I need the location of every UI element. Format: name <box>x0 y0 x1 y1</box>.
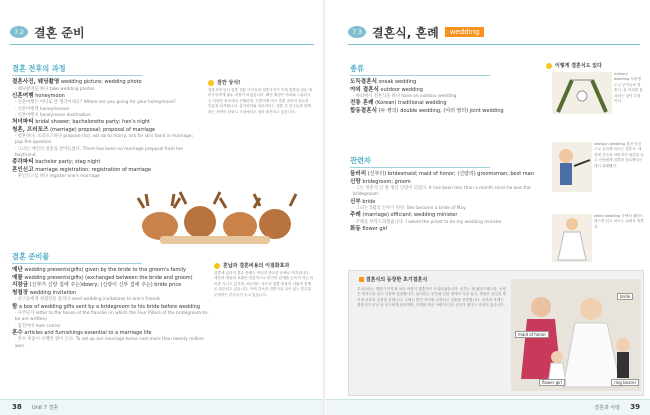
entry-definition: articles and furnishings essential to a marriage life <box>22 329 152 336</box>
entry-list-people <box>350 171 540 234</box>
note-text: 결혼식에 앞서 결혼 전통 인식들과 결혼사진이 이제 결혼을 앞둔 예비부부에게 필수 과정이 되었습니다. 웨딩 촬영은 야외와 스튜디오 등 다양한 장소에서 진행되며, 신혼여행 역시 결혼 준비의 중요한 부분을 차지합니다. 총각파티와 처녀파티는 결혼 전 친구들과 함께하는 서양의 문화로 국내에서도 점차 확산되고 있습니다. <box>208 88 313 114</box>
section-heading-process: 결혼 전후의 과정 <box>12 64 66 73</box>
moose-body <box>223 212 257 240</box>
entry-headword: 총각파티 <box>12 159 34 165</box>
section-rule <box>350 75 490 76</box>
chapter-number-badge: 7.3 <box>348 26 366 38</box>
entry-term <box>350 79 540 87</box>
entry-headword: 청첩장 <box>12 289 29 296</box>
info-box-text: 우리나라는 개화기 이후에 처음 서양식 결혼식이 도입되었습니다. 신부는 흰 웨딩드레스를, 신랑은 턱시도를 입고 식장에 입장합니다. 들러리는 신부와 신랑 곁에서 식을 돕고, 화동은 꽃잎을 뿌리며 신부의 입장을 알립니다. 주례는 혼인 서약을 주관하고 성혼을 선언합니다. 신부의 부케는 결혼식이 끝난 뒤 친구에게 던져지며, 부케를 받은 사람이 다음 신부가 된다는 속설이 있습니다. <box>357 287 507 308</box>
entry-term <box>12 267 212 275</box>
entry-definition: outdoor wedding <box>378 86 423 93</box>
entry-definition: wedding presents(gifts) (exchanged between the bride and groom) <box>22 274 193 281</box>
header-rule <box>348 44 640 45</box>
entry-headword: 합동결혼식 <box>350 107 378 114</box>
face-shape <box>616 338 630 352</box>
square-bullet-icon <box>359 277 364 282</box>
side-title: 이렇게 결혼식도 있다 <box>555 63 602 69</box>
entry-example: · 청혼하다, 프러포즈하다 propose (to); ask sb to marry; ask for sb's hand in marriage; pop the question <box>15 134 193 146</box>
entry-example: · 야외에서 결혼식을 하다 have an outdoor wedding <box>353 94 457 100</box>
photo-label-bride: bride <box>617 293 633 300</box>
entry-term <box>350 171 540 179</box>
entry-term <box>12 282 212 290</box>
entry-definition: (신부가 신랑 집에 주는)dowry; (신랑이 신부 집에 주는) bride price <box>28 282 182 289</box>
face-shape <box>566 218 578 230</box>
entry-headword: 주례 <box>350 212 361 219</box>
entry-headword: 들러리 <box>350 171 367 177</box>
face-shape <box>531 297 551 317</box>
moose-illustration <box>130 186 300 248</box>
entry-definition: bridegroom; groom <box>360 178 411 185</box>
entry-list-process <box>12 79 202 180</box>
side-column <box>546 62 642 71</box>
entry-example: · 신혼여행은 어디로 갈 생각이세요? Where are you going for your honeymoon? <box>15 100 176 106</box>
entry-definition: sneak wedding <box>377 79 417 85</box>
antler-shape <box>180 192 296 208</box>
entry-headword: 지참금 <box>12 282 29 289</box>
lightbulb-icon <box>214 263 220 269</box>
military-wedding-illustration <box>552 72 612 114</box>
lightbulb-icon <box>208 80 214 86</box>
moose-body <box>184 206 216 238</box>
section-heading-supplies: 결혼 준비물 <box>12 252 50 261</box>
entry-headword: 혼인신고 <box>12 166 34 173</box>
entry-definition: (marriage) proposal; proposal of marriage <box>48 126 156 133</box>
entry-example: · 친구들에게 청첩장을 돌리다 send wedding invitations to one's friends <box>15 297 161 303</box>
entry-definition: flower girl <box>360 226 388 233</box>
entry-definition: bride <box>360 198 376 205</box>
entry-example: · 사주단자 letter to the house of the fiancée (in which the Four Pillars of the bridegroom-to-be are written) <box>15 311 209 323</box>
entry-headword: 예물 <box>12 274 23 281</box>
moose-body <box>142 212 178 240</box>
entry-headword: 전통 혼례 <box>350 100 374 107</box>
entry-definition: (두 쌍의) double wedding; (여러 쌍의) joint wedding <box>377 107 504 114</box>
info-box <box>348 270 644 396</box>
side-note <box>208 79 312 115</box>
entry-term <box>350 212 540 220</box>
table-shape <box>160 236 270 244</box>
note-title: 잠깐 상식! <box>217 80 241 86</box>
header-rule <box>10 44 314 45</box>
footer-unit: Unit 7 결혼 <box>32 405 59 411</box>
entry-example: · 혼수 비용이 수백만 원이 든다. To set up our marriage home cost more than twenty million won. <box>15 337 204 349</box>
entry-headword: 야외 결혼식 <box>350 86 379 93</box>
entry-definition: wedding presents(gifts) given by the bride to the groom's family <box>22 267 186 273</box>
entry-example: · 웨딩촬영을 하다 take wedding photos <box>15 86 95 92</box>
side-item-text: white wedding 순백의 웨딩드레스를 입고 치르는 교회식 결혼식. <box>594 214 644 229</box>
side-item-text: shotgun wedding 혼전 임신으로 급하게 치르는 결혼식. 예전에 신부의 아버지가 엽총을 들고 신랑에게 결혼을 강요했다는 데서 유래했다. <box>594 142 644 168</box>
entry-example: · 혼인신고를 하다 register one's marriage <box>15 174 100 180</box>
footer-chapter: 결혼과 사랑 <box>594 405 620 411</box>
entry-term <box>350 100 540 108</box>
right-page <box>326 0 650 415</box>
entry-headword: 처녀파티 <box>12 119 34 125</box>
entry-term <box>12 79 202 87</box>
entry-headword: 신부 <box>350 198 361 205</box>
lightbulb-icon <box>546 63 552 69</box>
photo-label-maid-of-honor: maid of honor <box>515 331 549 338</box>
entry-example: · 그는 결혼식 날 잘 생긴 신랑이 되었다. It has been less than a month since he was the bridegroom. <box>353 186 531 198</box>
entry-term <box>12 159 202 167</box>
moose-body <box>259 209 291 239</box>
entry-definition: a box of wedding gifts sent by a bridegroom to his bride before wedding <box>17 303 200 310</box>
face-shape <box>551 351 563 363</box>
entry-definition: marriage registration; registration of marriage <box>33 166 152 173</box>
page-number: 39 <box>630 403 640 411</box>
entry-example: · 신혼여행지 honeymoon destination <box>15 112 91 118</box>
entry-term <box>350 226 540 234</box>
page-number: 38 <box>12 403 22 411</box>
left-page <box>0 0 324 415</box>
side-item-text: military wedding 사관생도나 군인들의 결혼식. 칼 아치를 통과하는 것이 특징이다. <box>614 72 643 104</box>
left-chapter-header <box>10 22 85 42</box>
entry-definition: bridal shower; bachelorette party; hen's night <box>33 119 150 125</box>
section-rule <box>12 75 142 76</box>
ring-bearer-shape <box>617 352 629 378</box>
entry-headword: 함 <box>12 303 18 310</box>
side-note-cost <box>214 262 314 298</box>
entry-definition: wedding invitation <box>28 289 77 296</box>
chapter-title: 결혼식, 혼례 <box>372 25 439 40</box>
bride-shape <box>577 91 587 101</box>
entry-term <box>350 108 540 116</box>
note-title: 혼납과 결혼비용의 이질화효과 <box>223 263 290 269</box>
chapter-title: 결혼 준비 <box>34 25 85 40</box>
entry-headword: 혼수 <box>12 329 23 336</box>
chapter-number-badge: 7.2 <box>10 26 28 38</box>
entry-headword: 청혼, 프러포즈 <box>12 126 49 133</box>
info-box-title: 결혼식의 등장한 초기결혼식 <box>365 277 428 283</box>
photo-label-ring-bearer: ring bearer <box>611 379 639 386</box>
entry-definition: (marriage) officiant; wedding minister <box>360 212 458 219</box>
entry-list-supplies <box>12 267 212 350</box>
entry-definition: wedding picture; wedding photo <box>59 79 142 85</box>
entry-definition: (Korean) traditional wedding <box>373 100 447 107</box>
entry-term <box>12 119 202 127</box>
left-footer <box>0 399 324 415</box>
antler-shape <box>138 194 180 208</box>
entry-headword: 신랑 <box>350 178 361 185</box>
entry-headword: 화동 <box>350 226 361 233</box>
entry-headword: 도둑결혼식 <box>350 79 378 85</box>
entry-headword: 신혼여행 <box>12 92 34 99</box>
entry-list-types <box>350 79 540 116</box>
entry-headword: 결혼사진, 웨딩촬영 <box>12 79 60 85</box>
face-shape <box>580 298 602 320</box>
entry-definition: (신부의) bridesmaid; maid of honor; (신랑의) groomsman; best man <box>366 171 534 177</box>
entry-definition: honeymoon <box>33 92 65 99</box>
entry-example: · 신혼여행객 honeymooner <box>15 106 70 112</box>
title-tag: wedding <box>445 27 485 37</box>
info-box-header <box>357 276 427 283</box>
entry-definition: bachelor party; stag night <box>33 159 101 165</box>
section-heading-types: 종류 <box>350 64 364 73</box>
right-footer <box>326 399 650 415</box>
body-shape <box>560 163 572 185</box>
right-chapter-header <box>348 22 484 42</box>
photo-label-flower-girl: flower girl <box>539 379 565 386</box>
face-shape <box>559 149 573 163</box>
white-wedding-illustration <box>552 214 592 262</box>
section-rule <box>350 167 490 168</box>
entry-example: · 함진아비 ham carrier <box>15 323 61 329</box>
section-heading-people: 관련자 <box>350 156 371 165</box>
note-text: 결혼에 있어서 혼수 문제는 여전히 중요한 문제로 여겨집니다. 예단과 예물의 교환은 전통적으로 양가의 관계를 돈독히 하는 의미를 지니고 있지만, 최근에는 과도한 결혼 비용이 사회적 문제로 대두되고 있습니다. 이에 간소한 결혼식과 실속 있는 혼수를 준비하는 부부들이 늘고 있습니다. <box>214 271 314 297</box>
section-rule <box>12 263 142 264</box>
entry-headword: 예단 <box>12 267 23 273</box>
shotgun-wedding-illustration <box>552 142 592 192</box>
entry-example: · 그녀는 애인의 청혼을 받아들였다. There has been no marriage proposal from her boyfriend. <box>15 146 184 158</box>
entry-example: · 주례를 부탁드리겠습니다. I asked the priest to be my wedding minister. <box>353 219 503 225</box>
entry-example: · 그녀는 5월의 신부가 된다. She became a bride of May. <box>353 206 467 212</box>
